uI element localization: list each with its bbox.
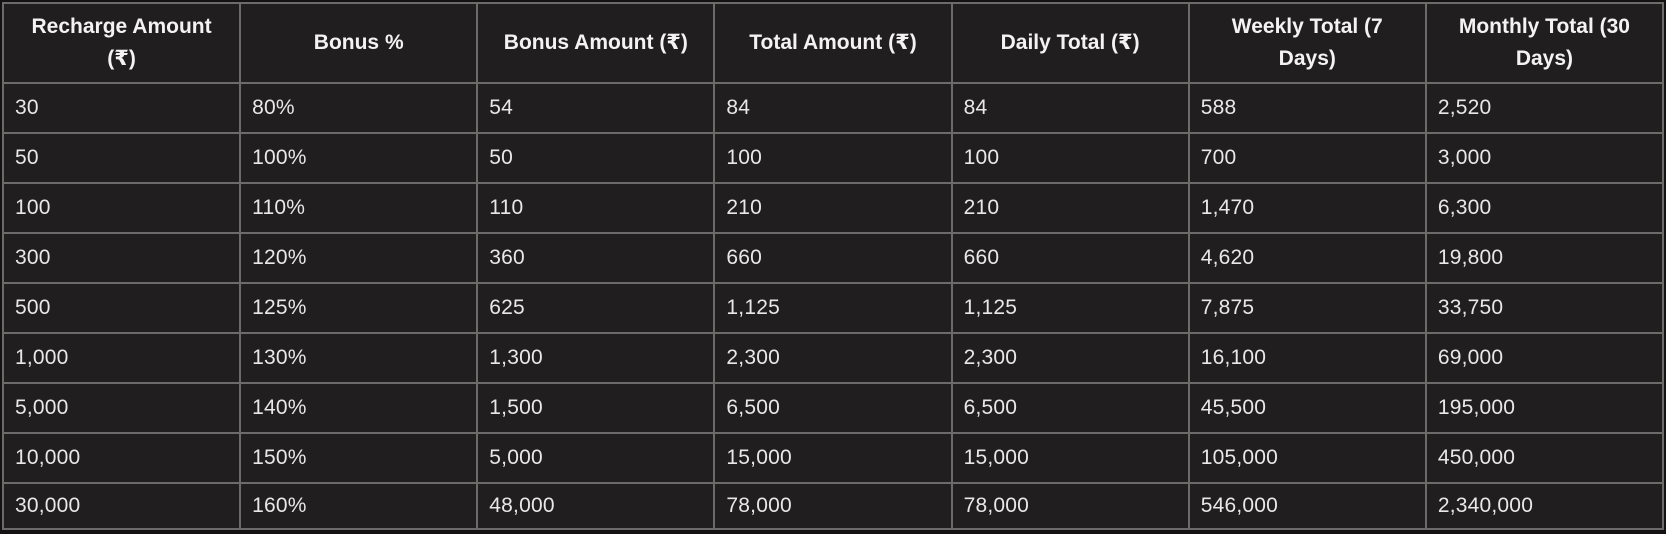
table-cell: 3,000 bbox=[1426, 133, 1663, 183]
table-cell: 1,000 bbox=[3, 333, 240, 383]
table-cell: 15,000 bbox=[952, 433, 1189, 483]
table-body bbox=[3, 83, 1663, 529]
table-cell: 160% bbox=[240, 483, 477, 529]
column-header-weekly-total: Weekly Total (7 Days) bbox=[1189, 3, 1426, 83]
table-cell: 6,300 bbox=[1426, 183, 1663, 233]
table-cell: 660 bbox=[714, 233, 951, 283]
table-cell: 210 bbox=[714, 183, 951, 233]
table-cell: 700 bbox=[1189, 133, 1426, 183]
table-cell: 195,000 bbox=[1426, 383, 1663, 433]
table-cell: 16,100 bbox=[1189, 333, 1426, 383]
table-cell: 30 bbox=[3, 83, 240, 133]
table-cell: 48,000 bbox=[477, 483, 714, 529]
table-row bbox=[3, 433, 1663, 483]
table-cell: 125% bbox=[240, 283, 477, 333]
table-cell: 50 bbox=[477, 133, 714, 183]
table-cell: 2,300 bbox=[714, 333, 951, 383]
table-cell: 105,000 bbox=[1189, 433, 1426, 483]
table-row bbox=[3, 83, 1663, 133]
table-cell: 1,300 bbox=[477, 333, 714, 383]
column-header-total-amount: Total Amount (₹) bbox=[714, 3, 951, 83]
table-cell: 45,500 bbox=[1189, 383, 1426, 433]
table-cell: 625 bbox=[477, 283, 714, 333]
table-cell: 69,000 bbox=[1426, 333, 1663, 383]
table-cell: 110 bbox=[477, 183, 714, 233]
table-cell: 110% bbox=[240, 183, 477, 233]
table-header bbox=[3, 3, 1663, 83]
table-cell: 130% bbox=[240, 333, 477, 383]
table-cell: 100 bbox=[952, 133, 1189, 183]
table-cell: 360 bbox=[477, 233, 714, 283]
table-cell: 84 bbox=[952, 83, 1189, 133]
data-table bbox=[2, 2, 1664, 530]
table-cell: 30,000 bbox=[3, 483, 240, 529]
table-cell: 588 bbox=[1189, 83, 1426, 133]
table-row bbox=[3, 333, 1663, 383]
table-cell: 4,620 bbox=[1189, 233, 1426, 283]
table-cell: 78,000 bbox=[952, 483, 1189, 529]
table-cell: 84 bbox=[714, 83, 951, 133]
table-cell: 6,500 bbox=[714, 383, 951, 433]
table-cell: 120% bbox=[240, 233, 477, 283]
table-cell: 15,000 bbox=[714, 433, 951, 483]
table-row bbox=[3, 483, 1663, 529]
table-cell: 33,750 bbox=[1426, 283, 1663, 333]
header-row bbox=[3, 3, 1663, 83]
table-row bbox=[3, 133, 1663, 183]
recharge-bonus-table bbox=[2, 2, 1664, 530]
table-row bbox=[3, 383, 1663, 433]
column-header-recharge-amount: Recharge Amount (₹) bbox=[3, 3, 240, 83]
table-cell: 54 bbox=[477, 83, 714, 133]
table-cell: 450,000 bbox=[1426, 433, 1663, 483]
column-header-bonus-amount: Bonus Amount (₹) bbox=[477, 3, 714, 83]
table-cell: 7,875 bbox=[1189, 283, 1426, 333]
table-cell: 1,125 bbox=[952, 283, 1189, 333]
table-row bbox=[3, 233, 1663, 283]
table-row bbox=[3, 283, 1663, 333]
table-cell: 300 bbox=[3, 233, 240, 283]
table-cell: 660 bbox=[952, 233, 1189, 283]
table-cell: 5,000 bbox=[477, 433, 714, 483]
table-cell: 210 bbox=[952, 183, 1189, 233]
table-cell: 19,800 bbox=[1426, 233, 1663, 283]
table-cell: 100% bbox=[240, 133, 477, 183]
table-cell: 1,500 bbox=[477, 383, 714, 433]
table-cell: 100 bbox=[3, 183, 240, 233]
table-cell: 150% bbox=[240, 433, 477, 483]
table-cell: 50 bbox=[3, 133, 240, 183]
table-cell: 1,470 bbox=[1189, 183, 1426, 233]
table-cell: 6,500 bbox=[952, 383, 1189, 433]
table-cell: 140% bbox=[240, 383, 477, 433]
table-cell: 80% bbox=[240, 83, 477, 133]
table-cell: 546,000 bbox=[1189, 483, 1426, 529]
table-cell: 2,300 bbox=[952, 333, 1189, 383]
table-cell: 10,000 bbox=[3, 433, 240, 483]
table-row bbox=[3, 183, 1663, 233]
table-cell: 500 bbox=[3, 283, 240, 333]
table-cell: 5,000 bbox=[3, 383, 240, 433]
table-cell: 100 bbox=[714, 133, 951, 183]
table-cell: 2,520 bbox=[1426, 83, 1663, 133]
table-cell: 78,000 bbox=[714, 483, 951, 529]
column-header-bonus-percent: Bonus % bbox=[240, 3, 477, 83]
column-header-monthly-total: Monthly Total (30 Days) bbox=[1426, 3, 1663, 83]
table-cell: 1,125 bbox=[714, 283, 951, 333]
table-cell: 2,340,000 bbox=[1426, 483, 1663, 529]
column-header-daily-total: Daily Total (₹) bbox=[952, 3, 1189, 83]
